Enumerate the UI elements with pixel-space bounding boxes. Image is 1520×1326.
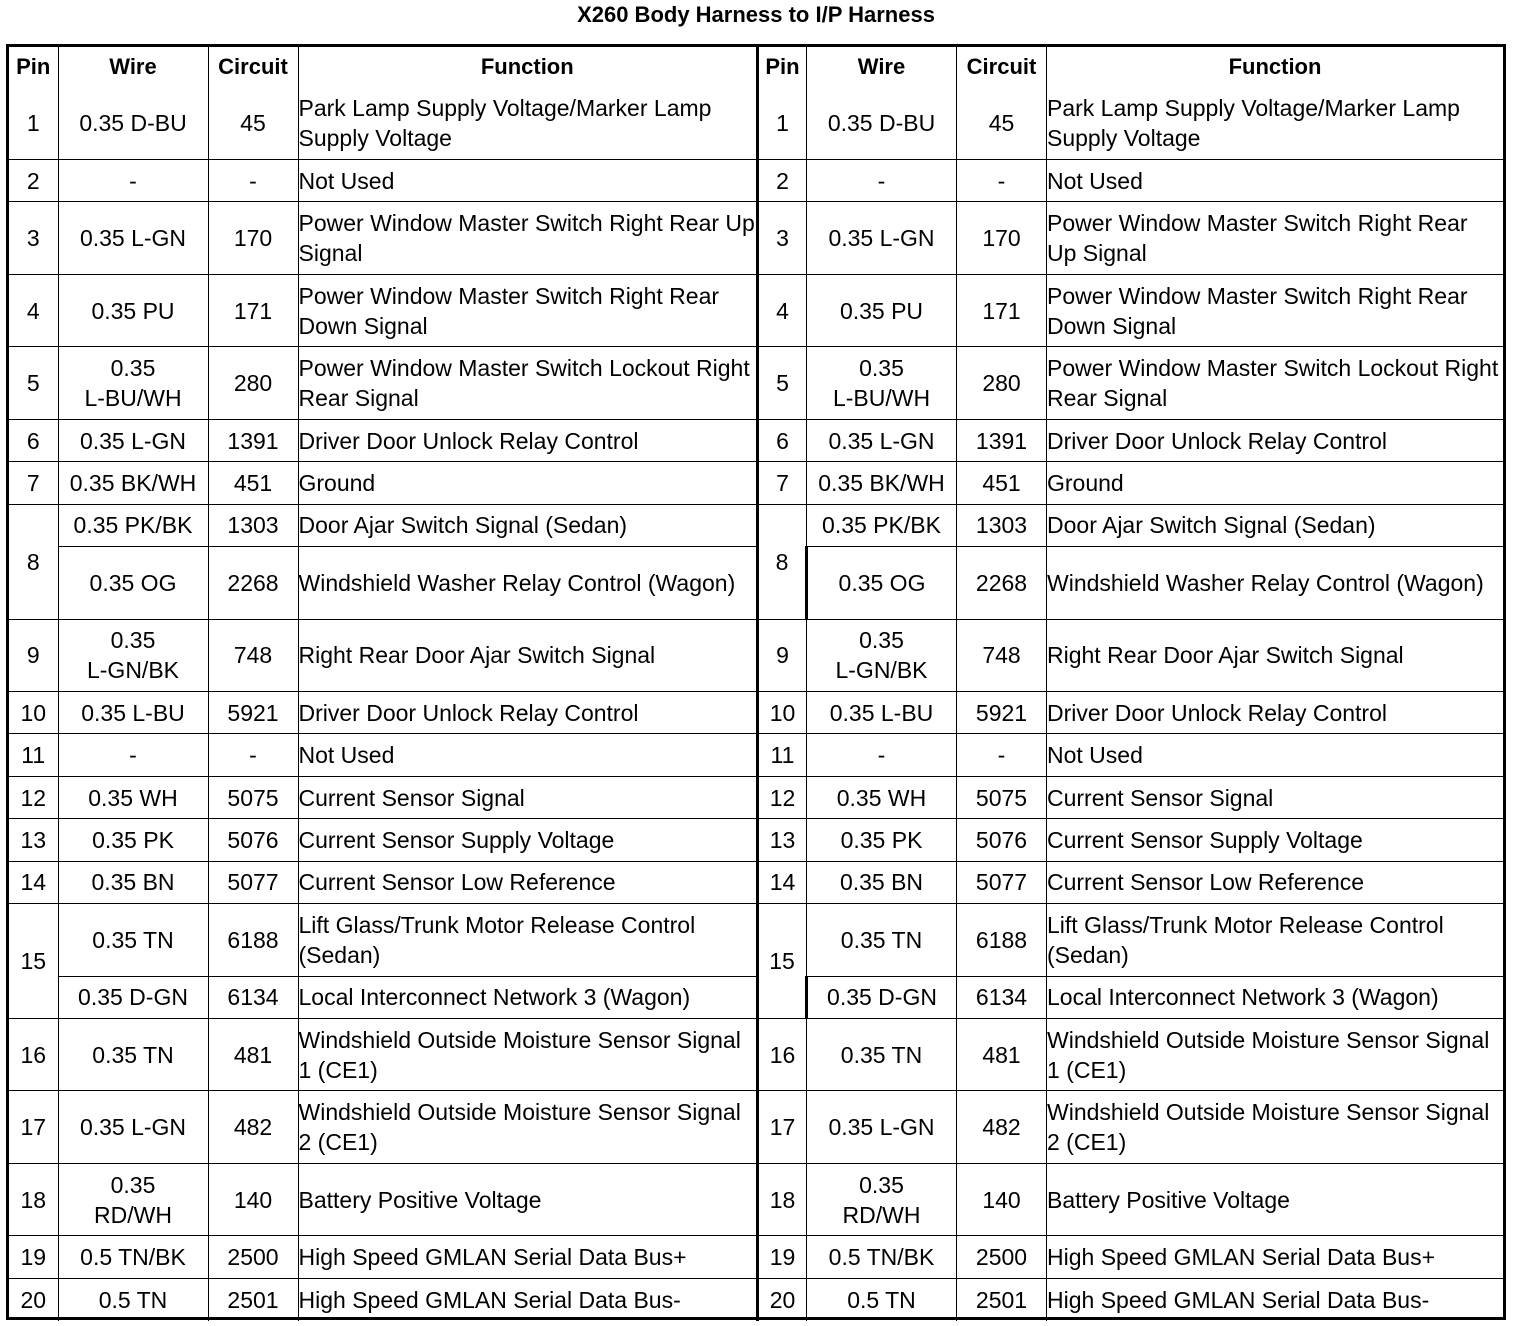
pin-cell: 7	[758, 462, 807, 504]
circuit-cell: 5921	[957, 692, 1047, 734]
pin-cell: 2	[9, 160, 58, 202]
table-row	[758, 619, 1504, 692]
wire-cell: 0.35 TN	[58, 1018, 208, 1091]
table-row	[758, 861, 1504, 903]
circuit-cell: -	[208, 734, 298, 776]
wire-cell: 0.35 BK/WH	[807, 462, 957, 504]
circuit-cell: 140	[957, 1163, 1047, 1236]
header-circuit: Circuit	[208, 47, 298, 87]
circuit-cell: 45	[957, 87, 1047, 160]
pin-cell: 10	[9, 692, 58, 734]
table-row	[758, 160, 1504, 202]
table-row	[758, 462, 1504, 504]
table-row	[758, 202, 1504, 275]
table-row	[758, 504, 1504, 546]
function-cell: Right Rear Door Ajar Switch Signal	[298, 619, 756, 692]
function-cell: Not Used	[298, 160, 756, 202]
header-pin: Pin	[9, 47, 58, 87]
wire-cell: 0.35 TN	[807, 1018, 957, 1091]
function-cell: Lift Glass/Trunk Motor Release Control (Sedan)	[1047, 904, 1504, 977]
wire-cell: 0.35 OG	[807, 547, 957, 620]
header-function: Function	[298, 47, 756, 87]
circuit-cell: 482	[208, 1091, 298, 1164]
function-cell: Current Sensor Supply Voltage	[298, 819, 756, 861]
table-row	[9, 1018, 756, 1091]
wire-cell: -	[58, 734, 208, 776]
circuit-cell: 45	[208, 87, 298, 160]
table-row	[9, 776, 756, 818]
function-cell: Right Rear Door Ajar Switch Signal	[1047, 619, 1504, 692]
table-row	[9, 1278, 756, 1320]
table-row	[9, 87, 756, 160]
function-cell: Power Window Master Switch Lockout Right Rear Signal	[298, 347, 756, 420]
function-cell: Windshield Outside Moisture Sensor Signal 1 (CE1)	[1047, 1018, 1504, 1091]
table-row	[758, 904, 1504, 977]
circuit-cell: 2268	[208, 547, 298, 620]
wire-cell: 0.35 L-GN	[807, 202, 957, 275]
pin-cell: 13	[9, 819, 58, 861]
circuit-cell: -	[957, 734, 1047, 776]
table-row	[9, 1091, 756, 1164]
wire-cell: 0.35 TN	[807, 904, 957, 977]
wire-cell: 0.5 TN/BK	[807, 1236, 957, 1278]
circuit-cell: 171	[957, 274, 1047, 347]
pin-cell: 4	[758, 274, 807, 347]
function-cell: Not Used	[298, 734, 756, 776]
pin-cell: 2	[758, 160, 807, 202]
circuit-cell: 1391	[957, 419, 1047, 461]
function-cell: Power Window Master Switch Right Rear Up Signal	[298, 202, 756, 275]
circuit-cell: 1391	[208, 419, 298, 461]
wire-cell: 0.35 PU	[807, 274, 957, 347]
pin-cell: 11	[9, 734, 58, 776]
function-cell: Power Window Master Switch Right Rear Up Signal	[1047, 202, 1504, 275]
function-cell: Not Used	[1047, 160, 1504, 202]
circuit-cell: -	[208, 160, 298, 202]
header-wire: Wire	[58, 47, 208, 87]
pin-cell: 17	[9, 1091, 58, 1164]
circuit-cell: 6188	[208, 904, 298, 977]
function-cell: Ground	[298, 462, 756, 504]
table-row	[758, 274, 1504, 347]
table-row	[758, 1018, 1504, 1091]
function-cell: Current Sensor Signal	[298, 776, 756, 818]
function-cell: Windshield Outside Moisture Sensor Signal 1 (CE1)	[298, 1018, 756, 1091]
circuit-cell: 451	[208, 462, 298, 504]
pin-cell: 15	[9, 904, 58, 1019]
circuit-cell: 140	[208, 1163, 298, 1236]
function-cell: Lift Glass/Trunk Motor Release Control (Sedan)	[298, 904, 756, 977]
function-cell: Current Sensor Low Reference	[1047, 861, 1504, 903]
pin-cell: 20	[9, 1278, 58, 1320]
wire-cell: -	[807, 160, 957, 202]
table-row	[9, 419, 756, 461]
table-row	[9, 692, 756, 734]
table-row	[9, 547, 756, 620]
function-cell: Battery Positive Voltage	[1047, 1163, 1504, 1236]
table-row	[758, 819, 1504, 861]
wire-cell: 0.35 D-GN	[58, 976, 208, 1018]
function-cell: Windshield Outside Moisture Sensor Signal 2 (CE1)	[1047, 1091, 1504, 1164]
pin-cell: 9	[758, 619, 807, 692]
circuit-cell: 2501	[957, 1278, 1047, 1320]
wire-cell: 0.35 L-BU	[807, 692, 957, 734]
wire-cell: 0.35 TN	[58, 904, 208, 977]
function-cell: Not Used	[1047, 734, 1504, 776]
circuit-cell: 2501	[208, 1278, 298, 1320]
table-row	[9, 1163, 756, 1236]
wire-cell: 0.5 TN	[807, 1278, 957, 1320]
wire-cell: 0.5 TN/BK	[58, 1236, 208, 1278]
function-cell: Windshield Washer Relay Control (Wagon)	[1047, 547, 1504, 620]
function-cell: High Speed GMLAN Serial Data Bus-	[298, 1278, 756, 1320]
harness-table-left	[9, 47, 756, 1321]
circuit-cell: 280	[957, 347, 1047, 420]
circuit-cell: 170	[208, 202, 298, 275]
circuit-cell: 451	[957, 462, 1047, 504]
circuit-cell: 2268	[957, 547, 1047, 620]
wire-cell: 0.35 PK/BK	[807, 504, 957, 546]
circuit-cell: 5076	[208, 819, 298, 861]
circuit-cell: 6134	[208, 976, 298, 1018]
table-row	[9, 274, 756, 347]
circuit-cell: 1303	[208, 504, 298, 546]
wire-cell: 0.35 PK/BK	[58, 504, 208, 546]
circuit-cell: 5077	[957, 861, 1047, 903]
table-row	[758, 347, 1504, 420]
circuit-cell: 5921	[208, 692, 298, 734]
circuit-cell: 748	[208, 619, 298, 692]
function-cell: Driver Door Unlock Relay Control	[1047, 419, 1504, 461]
wire-cell: 0.5 TN	[58, 1278, 208, 1320]
circuit-cell: 6188	[957, 904, 1047, 977]
pin-cell: 7	[9, 462, 58, 504]
wire-cell: 0.35 RD/WH	[58, 1163, 208, 1236]
wire-cell: 0.35 PU	[58, 274, 208, 347]
table-row	[758, 776, 1504, 818]
circuit-cell: 5077	[208, 861, 298, 903]
circuit-cell: 5075	[208, 776, 298, 818]
wire-cell: 0.35 L-BU/WH	[58, 347, 208, 420]
function-cell: Battery Positive Voltage	[298, 1163, 756, 1236]
harness-table-right	[756, 47, 1503, 1321]
function-cell: Power Window Master Switch Lockout Right Rear Signal	[1047, 347, 1504, 420]
pin-cell: 14	[9, 861, 58, 903]
function-cell: Driver Door Unlock Relay Control	[298, 692, 756, 734]
function-cell: Windshield Outside Moisture Sensor Signal 2 (CE1)	[298, 1091, 756, 1164]
table-row	[9, 619, 756, 692]
table-row	[758, 976, 1504, 1018]
pin-cell: 6	[758, 419, 807, 461]
wire-cell: 0.35 L-GN/BK	[807, 619, 957, 692]
function-cell: Current Sensor Low Reference	[298, 861, 756, 903]
wire-cell: 0.35 L-GN	[58, 1091, 208, 1164]
function-cell: Driver Door Unlock Relay Control	[298, 419, 756, 461]
wire-cell: 0.35 BK/WH	[58, 462, 208, 504]
pin-cell: 19	[758, 1236, 807, 1278]
circuit-cell: 170	[957, 202, 1047, 275]
function-cell: Power Window Master Switch Right Rear Down Signal	[298, 274, 756, 347]
pin-cell: 8	[758, 504, 807, 619]
table-row	[9, 504, 756, 546]
circuit-cell: 280	[208, 347, 298, 420]
pin-cell: 12	[9, 776, 58, 818]
pin-cell: 5	[758, 347, 807, 420]
circuit-cell: 482	[957, 1091, 1047, 1164]
connector-tables	[6, 44, 1506, 1320]
table-row	[758, 1236, 1504, 1278]
table-row	[758, 1278, 1504, 1320]
table-row	[9, 462, 756, 504]
wire-cell: 0.35 BN	[58, 861, 208, 903]
circuit-cell: 2500	[208, 1236, 298, 1278]
function-cell: Current Sensor Supply Voltage	[1047, 819, 1504, 861]
table-row	[9, 202, 756, 275]
wire-cell: 0.35 L-GN	[807, 1091, 957, 1164]
pin-cell: 10	[758, 692, 807, 734]
wire-cell: 0.35 L-BU	[58, 692, 208, 734]
pin-cell: 16	[9, 1018, 58, 1091]
circuit-cell: 5075	[957, 776, 1047, 818]
function-cell: Door Ajar Switch Signal (Sedan)	[298, 504, 756, 546]
function-cell: High Speed GMLAN Serial Data Bus-	[1047, 1278, 1504, 1320]
wire-cell: 0.35 L-GN	[807, 419, 957, 461]
pin-cell: 20	[758, 1278, 807, 1320]
circuit-cell: 481	[208, 1018, 298, 1091]
table-row	[9, 819, 756, 861]
wire-cell: 0.35 L-GN	[58, 419, 208, 461]
pin-cell: 12	[758, 776, 807, 818]
function-cell: High Speed GMLAN Serial Data Bus+	[298, 1236, 756, 1278]
wire-cell: -	[807, 734, 957, 776]
wire-cell: 0.35 L-GN/BK	[58, 619, 208, 692]
wire-cell: 0.35 L-GN	[58, 202, 208, 275]
circuit-cell: 2500	[957, 1236, 1047, 1278]
table-row	[9, 1236, 756, 1278]
pin-cell: 18	[758, 1163, 807, 1236]
pin-cell: 17	[758, 1091, 807, 1164]
circuit-cell: 748	[957, 619, 1047, 692]
pin-cell: 19	[9, 1236, 58, 1278]
function-cell: Door Ajar Switch Signal (Sedan)	[1047, 504, 1504, 546]
wire-cell: 0.35 D-BU	[58, 87, 208, 160]
pin-cell: 8	[9, 504, 58, 619]
pin-cell: 5	[9, 347, 58, 420]
circuit-cell: 6134	[957, 976, 1047, 1018]
table-row	[758, 692, 1504, 734]
wire-cell: 0.35 RD/WH	[807, 1163, 957, 1236]
circuit-cell: 5076	[957, 819, 1047, 861]
function-cell: Current Sensor Signal	[1047, 776, 1504, 818]
pin-cell: 16	[758, 1018, 807, 1091]
table-row	[9, 347, 756, 420]
function-cell: Ground	[1047, 462, 1504, 504]
header-pin: Pin	[758, 47, 807, 87]
wire-cell: 0.35 OG	[58, 547, 208, 620]
wire-cell: 0.35 D-BU	[807, 87, 957, 160]
header-circuit: Circuit	[957, 47, 1047, 87]
wire-cell: 0.35 WH	[807, 776, 957, 818]
function-cell: Local Interconnect Network 3 (Wagon)	[1047, 976, 1504, 1018]
table-row	[758, 1091, 1504, 1164]
table-row	[758, 1163, 1504, 1236]
table-row	[9, 160, 756, 202]
table-row	[9, 861, 756, 903]
function-cell: Power Window Master Switch Right Rear Down Signal	[1047, 274, 1504, 347]
table-row	[758, 87, 1504, 160]
circuit-cell: 481	[957, 1018, 1047, 1091]
pin-cell: 1	[9, 87, 58, 160]
wire-cell: 0.35 D-GN	[807, 976, 957, 1018]
function-cell: Local Interconnect Network 3 (Wagon)	[298, 976, 756, 1018]
header-function: Function	[1047, 47, 1504, 87]
pin-cell: 3	[758, 202, 807, 275]
wire-cell: -	[58, 160, 208, 202]
wire-cell: 0.35 WH	[58, 776, 208, 818]
pin-cell: 4	[9, 274, 58, 347]
pin-cell: 18	[9, 1163, 58, 1236]
wire-cell: 0.35 BN	[807, 861, 957, 903]
circuit-cell: -	[957, 160, 1047, 202]
table-row	[758, 734, 1504, 776]
function-cell: Driver Door Unlock Relay Control	[1047, 692, 1504, 734]
pin-cell: 1	[758, 87, 807, 160]
function-cell: Park Lamp Supply Voltage/Marker Lamp Supply Voltage	[298, 87, 756, 160]
table-row	[758, 547, 1504, 620]
function-cell: Windshield Washer Relay Control (Wagon)	[298, 547, 756, 620]
wire-cell: 0.35 L-BU/WH	[807, 347, 957, 420]
pin-cell: 3	[9, 202, 58, 275]
table-row	[9, 976, 756, 1018]
wire-cell: 0.35 PK	[807, 819, 957, 861]
circuit-cell: 1303	[957, 504, 1047, 546]
circuit-cell: 171	[208, 274, 298, 347]
pin-cell: 9	[9, 619, 58, 692]
header-wire: Wire	[807, 47, 957, 87]
table-row	[758, 419, 1504, 461]
function-cell: High Speed GMLAN Serial Data Bus+	[1047, 1236, 1504, 1278]
table-row	[9, 734, 756, 776]
wire-cell: 0.35 PK	[58, 819, 208, 861]
page-title: X260 Body Harness to I/P Harness	[577, 2, 935, 27]
pin-cell: 15	[758, 904, 807, 1019]
function-cell: Park Lamp Supply Voltage/Marker Lamp Supply Voltage	[1047, 87, 1504, 160]
pin-cell: 13	[758, 819, 807, 861]
pin-cell: 6	[9, 419, 58, 461]
pin-cell: 11	[758, 734, 807, 776]
table-row	[9, 904, 756, 977]
pin-cell: 14	[758, 861, 807, 903]
